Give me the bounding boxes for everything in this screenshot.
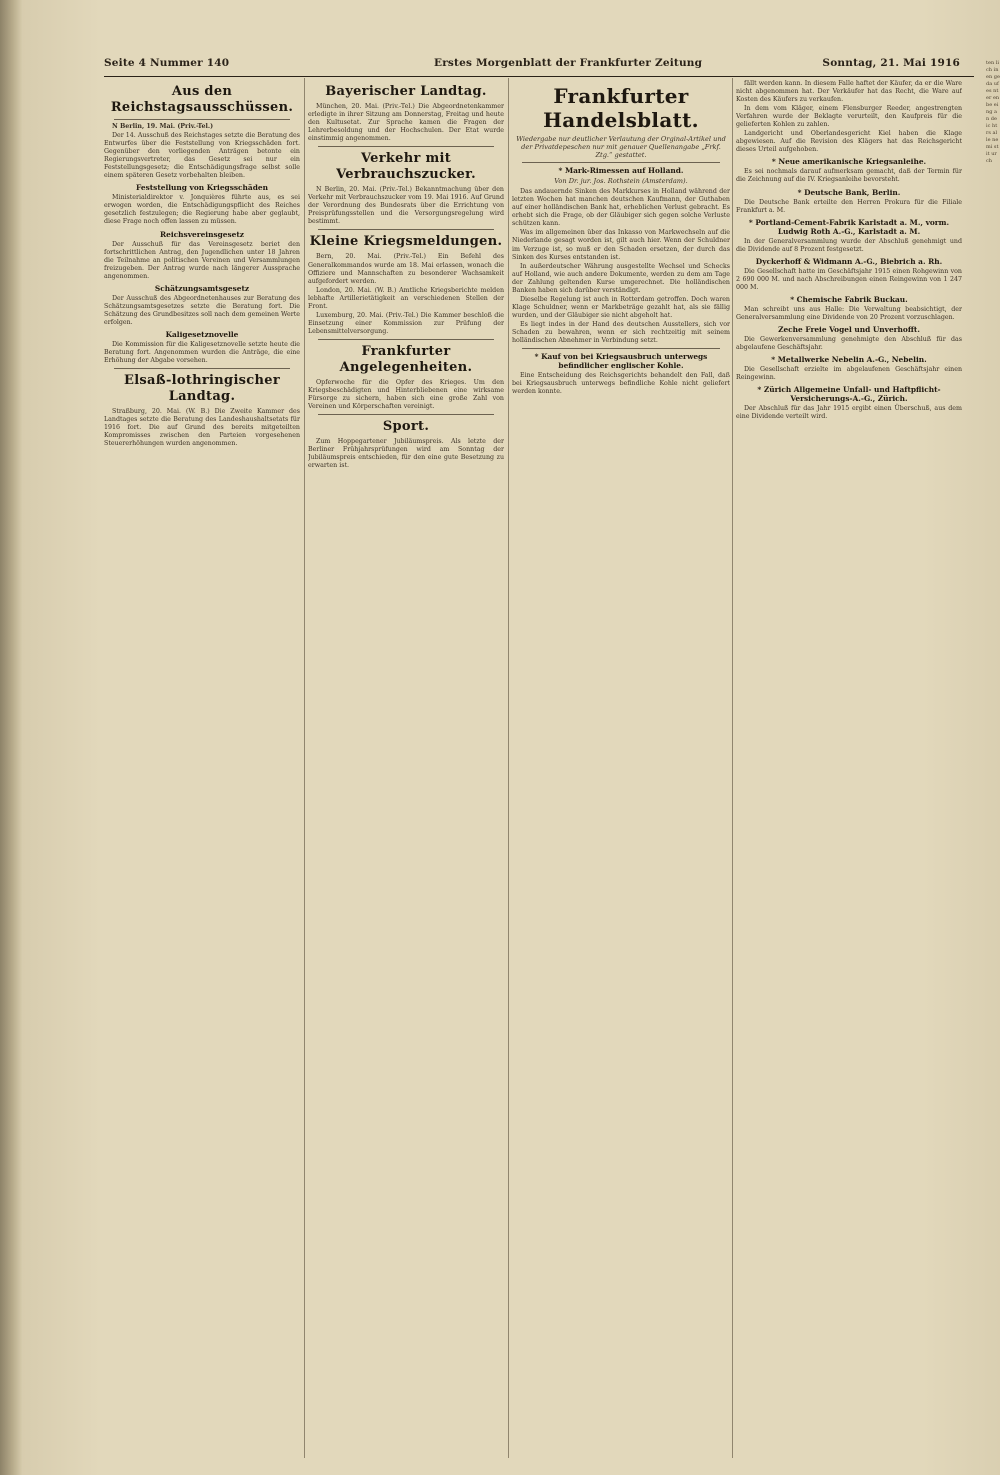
paragraph: Man schreibt uns aus Halle: Die Verwaltung beabsichtigt, der Generalversammlung eine Dividende von 20 Prozent vorzuschlagen. — [736, 305, 962, 321]
article-title: * Zürich Allgemeine Unfall- und Haftpflicht-Versicherungs-A.-G., Zürich. — [757, 385, 941, 404]
byline: Von Dr. jur. Jos. Rothstein (Amsterdam). — [554, 177, 688, 186]
column-divider — [508, 78, 509, 1458]
paragraph: London, 20. Mai. (W. B.) Amtliche Kriegsberichte melden lebhafte Artillerietätigkeit an verschiedenen Stellen der Front. — [308, 286, 504, 310]
header-date: Sonntag, 21. Mai 1916 — [822, 57, 960, 69]
paragraph: Die Gesellschaft hatte im Geschäftsjahr 1915 einen Rohgewinn von 2 690 000 M. und nach Abschreibungen einen Reingewinn von 1 247 000 M. — [736, 267, 962, 291]
divider — [318, 339, 494, 340]
subsection-title: Feststellung von Kriegsschäden — [136, 183, 268, 193]
article-title: * Portland-Cement-Fabrik Karlstadt a. M., vorm. Ludwig Roth A.-G., Karlstadt a. M. — [748, 217, 950, 236]
divider — [318, 414, 494, 415]
paragraph: N Berlin, 20. Mai. (Priv.-Tel.) Bekanntmachung über den Verkehr mit Verbrauchszucker vom 19. Mai 1916. Auf Grund der Verordnung des Bundesrats über die Errichtung von Preisprüfungsstellen und die Versorgungsregelung wird bestimmt. — [308, 186, 504, 226]
column-divider — [304, 78, 305, 1458]
paragraph: Die Deutsche Bank erteilte den Herren Prokura für die Filiale Frankfurt a. M. — [736, 198, 962, 214]
dateline: N Berlin, 19. Mai. (Priv.-Tel.) — [112, 123, 214, 130]
paragraph: Luxemburg, 20. Mai. (Priv.-Tel.) Die Kammer beschloß die Einsetzung einer Kommission zur Prüfung der Lebensmittelversorgung. — [308, 311, 504, 335]
paragraph: Ministerialdirektor v. Jonquières führte aus, es sei erwogen worden, die Entschädigungspflicht des Reiches gesetzlich festzulegen; die Regierung habe aber geglaubt, diese Frage noch offen lassen zu müssen. — [104, 194, 300, 226]
paragraph: Der Ausschuß für das Vereinsgesetz beriet den fortschrittlichen Antrag, den Jugendlichen unter 18 Jahren die Teilnahme an politischen Vereinen und Versammlungen freizugeben. Der Antrag wurde nach längerer Aussprache angenommen. — [104, 240, 300, 280]
article-title: * Mark-Rimessen auf Holland. — [558, 166, 684, 176]
paragraph: In dem vom Kläger, einem Flensburger Reeder, angestrengten Verfahren wurde der Beklagte verurteilt, den Kaufpreis für die gelieferten Kohlen zu zahlen. — [736, 105, 962, 129]
paragraph: Dieselbe Regelung ist auch in Rotterdam getroffen. Doch waren Klage Schuldner, wenn er Markbeträge gezahlt hat, als sie fällig wurden, und der Gläubiger sie nicht abgeholt hat. — [512, 295, 730, 319]
paragraph: fällt werden kann. In diesem Falle haftet der Käufer, da er die Ware nicht abgenommen hat. Der Verkäufer hat das Recht, die Ware auf Kosten des Käufers zu verkaufen. — [736, 80, 962, 104]
article-title: Dyckerhoff & Widmann A.-G., Biebrich a. Rh. — [755, 256, 943, 266]
divider — [318, 229, 494, 230]
paragraph: Es sei nochmals darauf aufmerksam gemacht, daß der Termin für die Zeichnung auf die IV. Kriegsanleihe bevorsteht. — [736, 168, 962, 184]
article-title: * Kauf von bei Kriegsausbruch unterwegs befindlicher englischer Kohle. — [534, 352, 708, 371]
divider — [114, 368, 290, 369]
column-3 — [512, 80, 730, 1460]
paragraph: In außerdeutscher Währung ausgestellte Wechsel und Schecks auf Holland, wie auch andere Dokumente, werden zu dem am Tage der Zahlung geltenden Kurse umgerechnet. Die holländischen Banken haben sich darüber verständigt. — [512, 262, 730, 294]
header-rule — [104, 76, 974, 77]
paragraph: München, 20. Mai. (Priv.-Tel.) Die Abgeordnetenkammer erledigte in ihrer Sitzung am Donnerstag, Freitag und heute den Kultusetat. Zur Sprache kamen die Fragen der Lehrerbesoldung und der Hochschulen. Der Etat wurde einstimmig angenommen. — [308, 103, 504, 143]
paragraph: Der Ausschuß des Abgeordnetenhauses zur Beratung des Schätzungsamtsgesetzes setzte die Beratung fort. Die Schätzung des Grundbesitzes soll nach dem gemeinen Werte erfolgen. — [104, 294, 300, 326]
article-title: Zeche Freie Vogel und Unverhofft. — [778, 324, 920, 334]
paragraph: Die Gesellschaft erzielte im abgelaufenen Geschäftsjahr einen Reingewinn. — [736, 366, 962, 382]
section-title: Verkehr mit Verbrauchszucker. — [336, 151, 476, 183]
subsection-title: Kaligesetznovelle — [165, 329, 239, 339]
section-title: Aus den Reichstagsausschüssen. — [110, 84, 294, 115]
section-title: Elsaß-lothringischer Landtag. — [123, 373, 280, 405]
paragraph: Landgericht und Oberlandesgericht Kiel haben die Klage abgewiesen. Auf die Revision des Klägers hat das Reichsgericht dieses Urteil aufgehoben. — [736, 130, 962, 154]
adjacent-page-edge: ten lich in en ge da uf es nt er en be ei ng an de ic ht rs al le ne mi st it ur ch — [986, 60, 1000, 164]
paragraph: Der Abschluß für das Jahr 1915 ergibt einen Überschuß, aus dem eine Dividende verteilt wird. — [736, 405, 962, 421]
section-title: Frankfurter Handelsblatt. — [543, 84, 699, 132]
paragraph: In der Generalversammlung wurde der Abschluß genehmigt und die Dividende auf 8 Prozent festgesetzt. — [736, 237, 962, 253]
paragraph: Straßburg, 20. Mai. (W. B.) Die Zweite Kammer des Landtages setzte die Beratung des Landeshaushaltsetats für 1916 fort. Die auf Grund des bereits mitgeteilten Kompromisses zwischen den Parteien vorgesehenen Steuererhöhungen wurden angenommen. — [104, 408, 300, 448]
paragraph: Bern, 20. Mai. (Priv.-Tel.) Ein Befehl des Generalkommandos wurde am 18. Mai erlassen, wonach die Offiziere und Mannschaften zu besonderer Wachsamkeit aufgefordert werden. — [308, 253, 504, 285]
column-divider — [732, 78, 733, 1458]
article-title: * Deutsche Bank, Berlin. — [797, 187, 901, 197]
subsection-title: Reichsvereinsgesetz — [160, 229, 244, 239]
article-title: * Neue amerikanische Kriegsanleihe. — [771, 157, 927, 167]
reprint-notice: Wiedergabe nur deutlicher Verlautung der Orginal-Artikel und der Privatdepeschen nur mit genauer Quellenangabe „Frkf. Ztg.“ gestattet. — [516, 135, 726, 160]
divider — [522, 348, 720, 349]
header-masthead: Erstes Morgenblatt der Frankfurter Zeitung — [434, 57, 703, 69]
section-title: Kleine Kriegsmeldungen. — [309, 234, 503, 250]
paragraph: Es liegt indes in der Hand des deutschen Ausstellers, sich vor Schaden zu bewahren, wenn er sich rechtzeitig mit seinem holländischen Abnehmer in Verbindung setzt. — [512, 320, 730, 345]
divider — [318, 146, 494, 147]
paragraph: Opferwoche für die Opfer des Krieges. Um den Kriegsbeschädigten und Hinterbliebenen eine wirksame Fürsorge zu sichern, haben sich eine große Zahl von Vereinen und Körperschaften vereinigt. — [308, 378, 504, 411]
article-title: * Chemische Fabrik Buckau. — [790, 294, 908, 304]
column-4 — [736, 80, 962, 1460]
binding-spine — [0, 0, 22, 1475]
divider — [114, 119, 290, 120]
paragraph: Eine Entscheidung des Reichsgerichts behandelt den Fall, daß bei Kriegsausbruch unterwegs befindliche Kohle nicht geliefert werden konnte. — [512, 372, 730, 396]
paragraph: Der 14. Ausschuß des Reichstages setzte die Beratung des Entwurfes über die Feststellung von Kriegsschäden fort. Gegenüber den vorliegenden Anträgen betonte ein Regierungsvertreter, das Gesetz sei nur ein Feststellungsgesetz; die Entschädigungsfrage selbst solle einem späteren Gesetz vorbehalten bleiben. — [104, 132, 300, 180]
column-2 — [308, 80, 504, 1460]
column-1 — [104, 80, 300, 1460]
paragraph: Die Kommission für die Kaligesetznovelle setzte heute die Beratung fort. Angenommen wurden die Anträge, die eine Erhöhung der Abgabe vorsehen. — [104, 340, 300, 365]
paragraph: Was im allgemeinen über das Inkasso von Markwechseln auf die Niederlande gesagt worden ist, gilt auch hier. Wenn der Schuldner im Verzuge ist, so muß er den Schaden ersetzen, der durch das Sinken des Kurses entstanden ist. — [512, 229, 730, 261]
paragraph: Zum Hoppegartener Jubiläumspreis. Als letzte der Berliner Frühjahrsprüfungen wird am Sonntag der Jubiläumspreis entschieden, für den eine gute Besetzung zu erwarten ist. — [308, 438, 504, 470]
section-title: Sport. — [382, 419, 430, 435]
header-page-number: Seite 4 Nummer 140 — [104, 57, 230, 69]
divider — [522, 162, 720, 163]
page-header — [104, 57, 980, 75]
subsection-title: Schätzungsamtsgesetz — [154, 283, 250, 293]
paragraph: Die Gewerkenversammlung genehmigte den Abschluß für das abgelaufene Geschäftsjahr. — [736, 335, 962, 351]
paragraph: Das andauernde Sinken des Markkurses in Holland während der letzten Wochen hat manchen deutschen Kaufmann, der Guthaben auf einer holländischen Bank hat, erheblichen Verlust gebracht. Es erhebt sich die Frage, ob der Gläubiger sich gegen solche Verluste schützen kann. — [512, 188, 730, 228]
section-title: Frankfurter Angelegenheiten. — [339, 343, 473, 375]
article-title: * Metallwerke Nebelin A.-G., Nebelin. — [771, 355, 927, 365]
section-title: Bayerischer Landtag. — [325, 84, 487, 99]
